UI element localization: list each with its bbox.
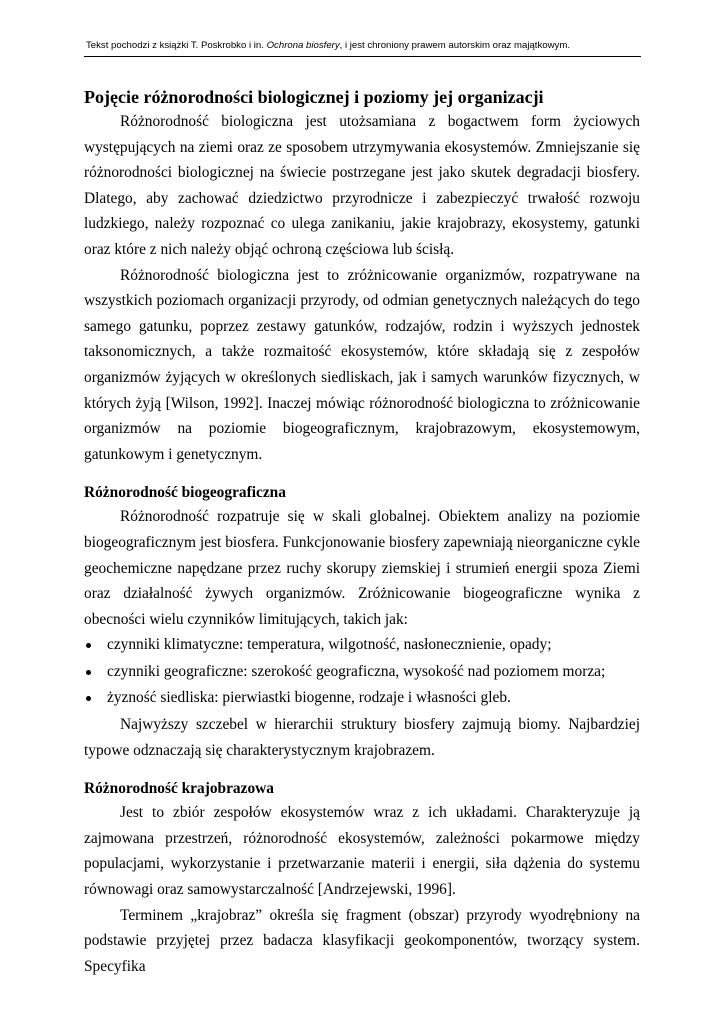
list-item [84,659,640,686]
page-title: Pojęcie różnorodności biologicznej i poziomy jej organizacji [84,87,544,107]
bullet-icon [86,696,91,701]
landscape-paragraph-1: Jest to zbiór zespołów ekosystemów wraz z ich układami. Charakteryzuje ją zajmowana przestrzeń, różnorodność ekosystemów, zależności pokarmowe między populacjami, wykorzystanie i przetwarzanie materii i energii, siła dążenia do systemu równowagi oraz samowystarczalność [Andrzejewski, 1996]. [84,804,640,899]
list-item [84,685,640,712]
section-heading-biogeographic: Różnorodność biogeograficzna [84,484,286,502]
landscape-paragraph-2: Terminem „krajobraz” określa się fragment (obszar) przyrody wyodrębniony na podstawie przyjętej przez badacza klasyfikacji geokomponentów, tworzący system. Specyfika [84,906,640,975]
list-item [84,632,640,659]
header-text-start: Tekst pochodzi z książki T. Poskrobko i in. [86,40,267,51]
header-book-title: Ochrona biosfery [266,40,340,51]
list-item-text: czynniki klimatyczne: temperatura, wilgotność, nasłonecznienie, opady; [107,636,552,654]
intro-paragraph-2: Różnorodność biologiczna jest to zróżnicowanie organizmów, rozpatrywane na wszystkich poziomach organizacji przyrody, od odmian genetycznych należących do tego samego gatunku, poprzez zestawy gatunków, rodzajów, rodzin i wyższych jednostek taksonomicznych, a także rozmaitość ekosystemów, które składają się z zespołów organizmów żyjących w określonych siedliskach, jak i samych warunków fizycznych, w których żyją [Wilson, 1992]. Inaczej mówiąc różnorodność biologiczna to zróżnicowanie organizmów na poziomie biogeograficznym, krajobrazowym, ekosystemowym, gatunkowym i genetycznym. [84,266,640,463]
section-heading-landscape: Różnorodność krajobrazowa [84,780,274,798]
copyright-header [86,40,640,52]
document-body [84,86,640,979]
biogeo-paragraph-2: Najwyższy szczebel w hierarchii struktury biosfery zajmują biomy. Najbardziej typowe odznaczają się charakterystycznym krajobrazem. [84,716,640,759]
list-item-text: czynniki geograficzne: szerokość geograficzna, wysokość nad poziomem morza; [107,662,606,680]
header-divider [84,56,641,57]
intro-paragraph-1: Różnorodność biologiczna jest utożsamiana z bogactwem form życiowych występujących na ziemi oraz ze sposobem utrzymywania ekosystemów. Zmniejszanie się różnorodności biologicznej na świecie postrzegane jest jako skutek degradacji biosfery. Dlatego, aby zachować dziedzictwo przyrodnicze i zabezpieczyć trwałość rozwoju ludzkiego, należy rozpoznać co ulega zanikaniu, jakie krajobrazy, ekosystemy, gatunki oraz które z nich należy objąć ochroną częściowa lub ścisłą. [84,113,640,258]
header-text-end: , i jest chroniony prawem autorskim oraz majątkowym. [339,40,570,51]
list-item-text: żyzność siedliska: pierwiastki biogenne, rodzaje i własności gleb. [107,689,511,707]
bullet-icon [86,643,91,648]
biogeo-paragraph-1: Różnorodność rozpatruje się w skali globalnej. Obiektem analizy na poziomie biogeograficznym jest biosfera. Funkcjonowanie biosfery zapewniają nieorganiczne cykle geochemiczne napędzane przez ruchy skorupy ziemskiej i strumień energii spoza Ziemi oraz działalność żywych organizmów. Zróżnicowanie biogeograficzne wynika z obecności wielu czynników limitujących, takich jak: [84,508,640,628]
bullet-icon [86,670,91,675]
limiting-factors-list [84,632,640,712]
